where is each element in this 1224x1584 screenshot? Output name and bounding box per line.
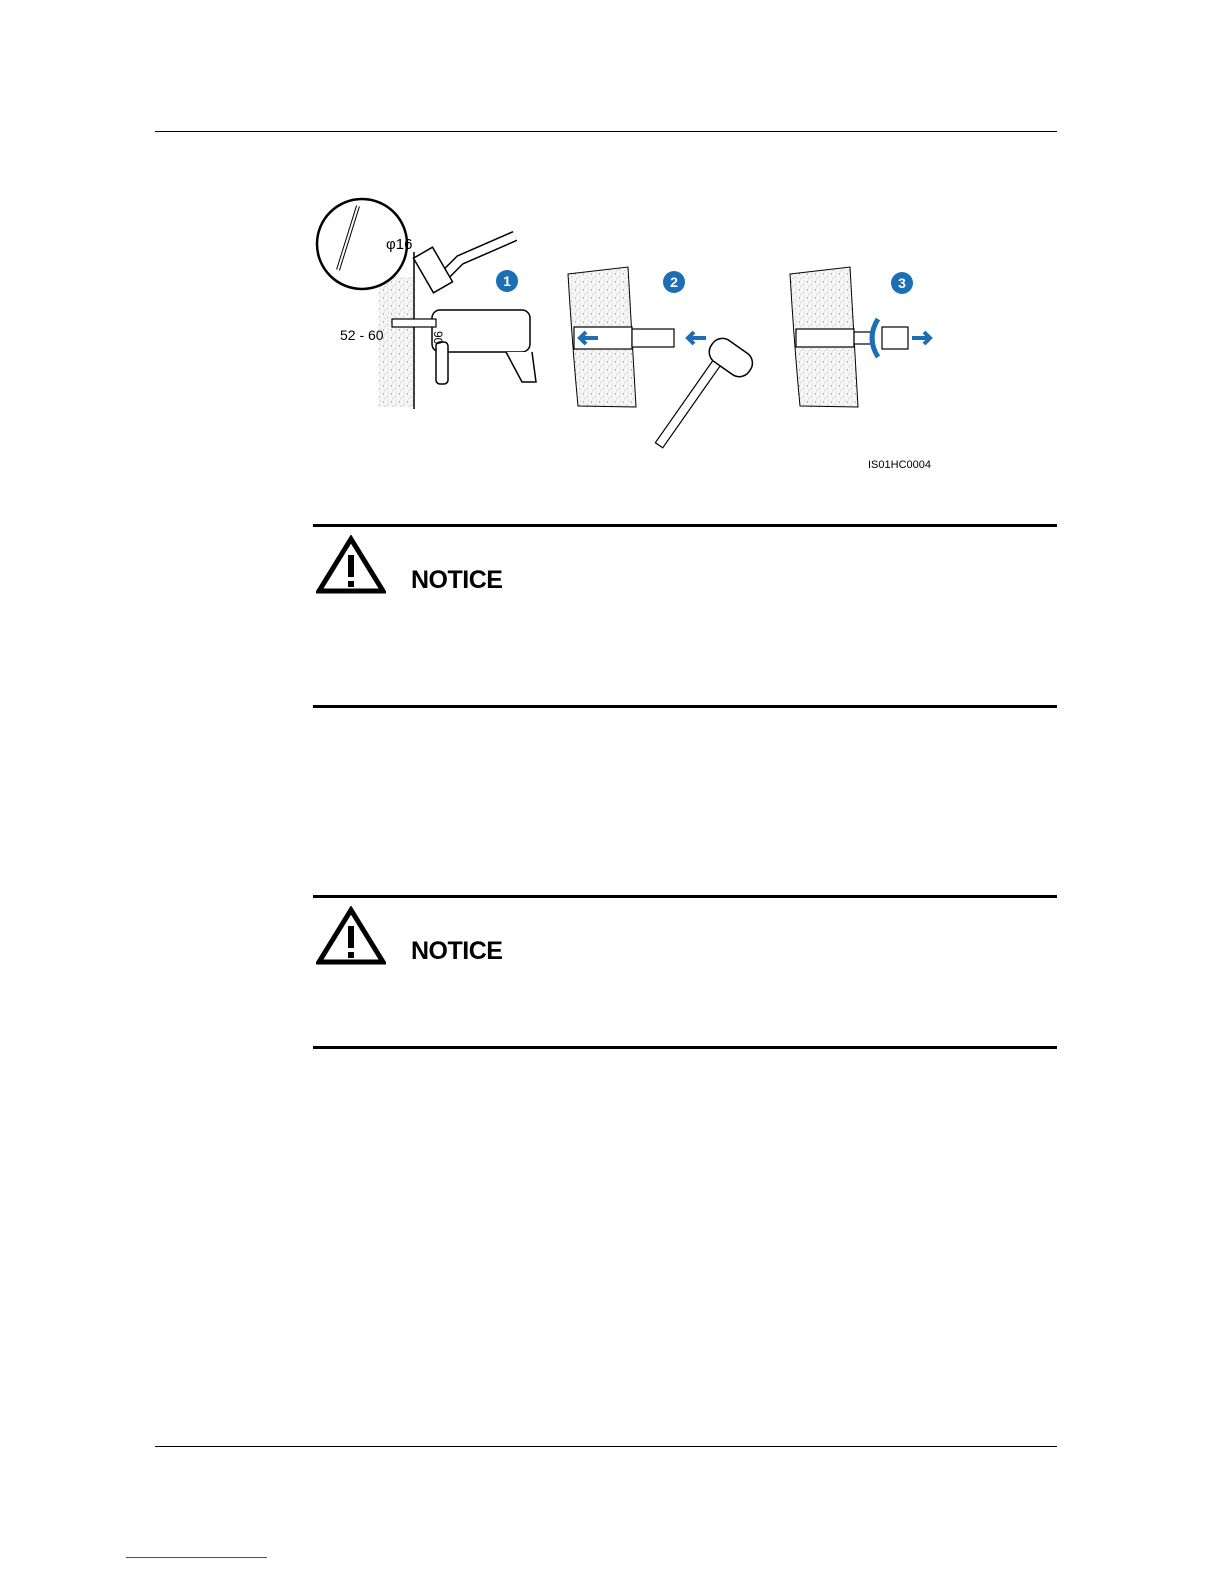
drill-bit-label: φ16: [386, 236, 413, 253]
rubber-hammer: [647, 334, 757, 464]
svg-text:3: 3: [898, 275, 906, 291]
notice-bottom-rule: [313, 705, 1057, 708]
step-1-drilling: [317, 199, 536, 409]
warning-triangle-icon: [316, 906, 386, 966]
header-rule: [155, 131, 1057, 132]
notice-label: NOTICE: [411, 566, 503, 594]
depth-label: 52 - 60: [340, 327, 384, 343]
notice-box: [313, 524, 1057, 709]
footer-rule: [155, 1446, 1057, 1447]
svg-text:2: 2: [670, 274, 678, 290]
notice-bottom-rule: [313, 1046, 1057, 1049]
expansion-bolt: [632, 329, 674, 347]
notice-box: [313, 895, 1057, 1051]
step-2-inserting-bolt: [568, 267, 757, 463]
expansion-bolt-installation-figure: [310, 192, 950, 482]
notice-top-rule: [313, 895, 1057, 898]
notice-top-rule: [313, 524, 1057, 527]
notice-label: NOTICE: [411, 937, 503, 965]
bolt-nut: [882, 327, 908, 349]
step-3-removing-nut: [790, 267, 930, 407]
footer-link-underline[interactable]: [126, 1557, 267, 1558]
angle-label: 90: [431, 331, 445, 345]
svg-text:1: 1: [503, 273, 511, 289]
warning-triangle-icon: [316, 535, 386, 595]
figure-id: IS01HC0004: [868, 459, 931, 471]
